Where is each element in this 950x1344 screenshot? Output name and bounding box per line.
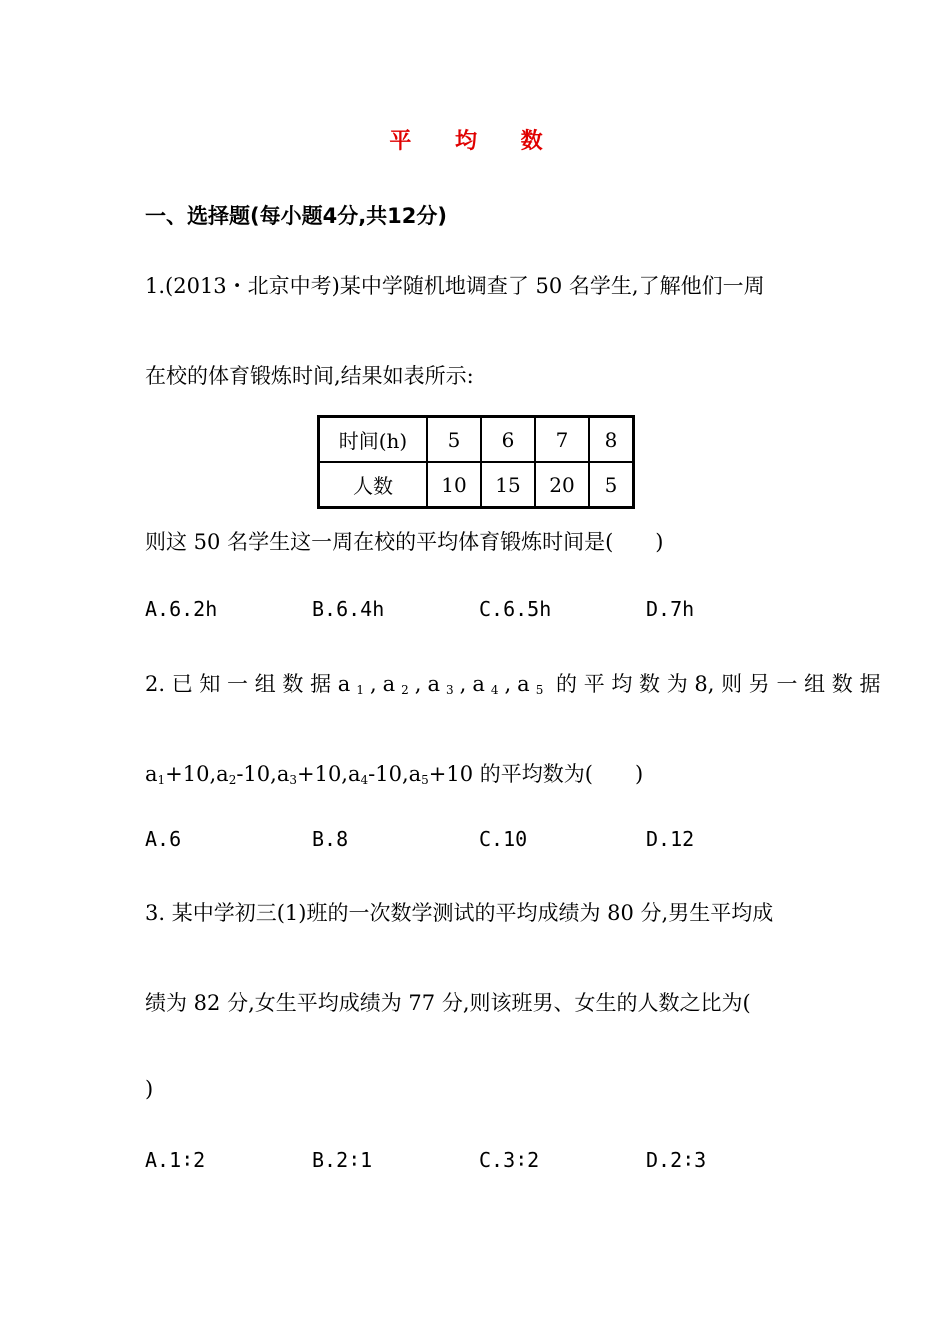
q3-option-b[interactable]: B.2∶1 bbox=[312, 1148, 373, 1172]
q1-option-c[interactable]: C.6.5h bbox=[479, 597, 552, 621]
q1-line3: 则这 50 名学生这一周在校的平均体育锻炼时间是( ) bbox=[145, 530, 664, 554]
q3-line2: 绩为 82 分,女生平均成绩为 77 分,则该班男、女生的人数之比为( bbox=[145, 991, 751, 1015]
q3-option-d[interactable]: D.2∶3 bbox=[646, 1148, 707, 1172]
table-cell: 5 bbox=[589, 462, 634, 508]
q1-option-d[interactable]: D.7h bbox=[646, 597, 695, 621]
q1-option-a[interactable]: A.6.2h bbox=[145, 597, 218, 621]
table-row bbox=[319, 462, 634, 508]
table-cell: 15 bbox=[481, 462, 535, 508]
q2-option-c[interactable]: C.10 bbox=[479, 827, 528, 851]
table-cell: 5 bbox=[427, 417, 481, 463]
q3-line3: ) bbox=[145, 1077, 154, 1101]
page-title: 平 均 数 bbox=[389, 129, 561, 154]
table-cell: 8 bbox=[589, 417, 634, 463]
table-cell: 6 bbox=[481, 417, 535, 463]
q2-option-b[interactable]: B.8 bbox=[312, 827, 349, 851]
q1-line2: 在校的体育锻炼时间,结果如表所示: bbox=[145, 364, 474, 388]
q2-line2: $a_1+10,a_2-10,a_3+10,a_4-10,a_5+10$ 的平均数为( ) bbox=[145, 762, 644, 787]
q2-line1-prefix: 2. 已 知 一 组 数 据 bbox=[145, 672, 332, 696]
section-heading: 一、选择题(每小题4分,共12分) bbox=[145, 204, 448, 228]
q2-option-d[interactable]: D.12 bbox=[646, 827, 695, 851]
table-cell: 人数 bbox=[319, 462, 428, 508]
q2-line1-vars: $a_1,a_2,a_3,a_4,a_5$ bbox=[337, 672, 550, 697]
table-cell: 10 bbox=[427, 462, 481, 508]
q2-option-a[interactable]: A.6 bbox=[145, 827, 182, 851]
q2-line1 bbox=[145, 668, 880, 698]
table-cell: 时间(h) bbox=[319, 417, 428, 463]
table-row bbox=[319, 417, 634, 463]
q3-line1: 3. 某中学初三(1)班的一次数学测试的平均成绩为 80 分,男生平均成 bbox=[145, 901, 774, 925]
q2-line1-suffix: 的 平 均 数 为 8, 则 另 一 组 数 据 bbox=[556, 672, 881, 696]
q1-line1: 1.(2013・北京中考)某中学随机地调查了 50 名学生,了解他们一周 bbox=[145, 274, 765, 298]
q3-option-a[interactable]: A.1∶2 bbox=[145, 1148, 206, 1172]
q3-option-c[interactable]: C.3∶2 bbox=[479, 1148, 540, 1172]
q1-option-b[interactable]: B.6.4h bbox=[312, 597, 385, 621]
table-cell: 7 bbox=[535, 417, 589, 463]
table-cell: 20 bbox=[535, 462, 589, 508]
exercise-time-table bbox=[317, 415, 635, 509]
